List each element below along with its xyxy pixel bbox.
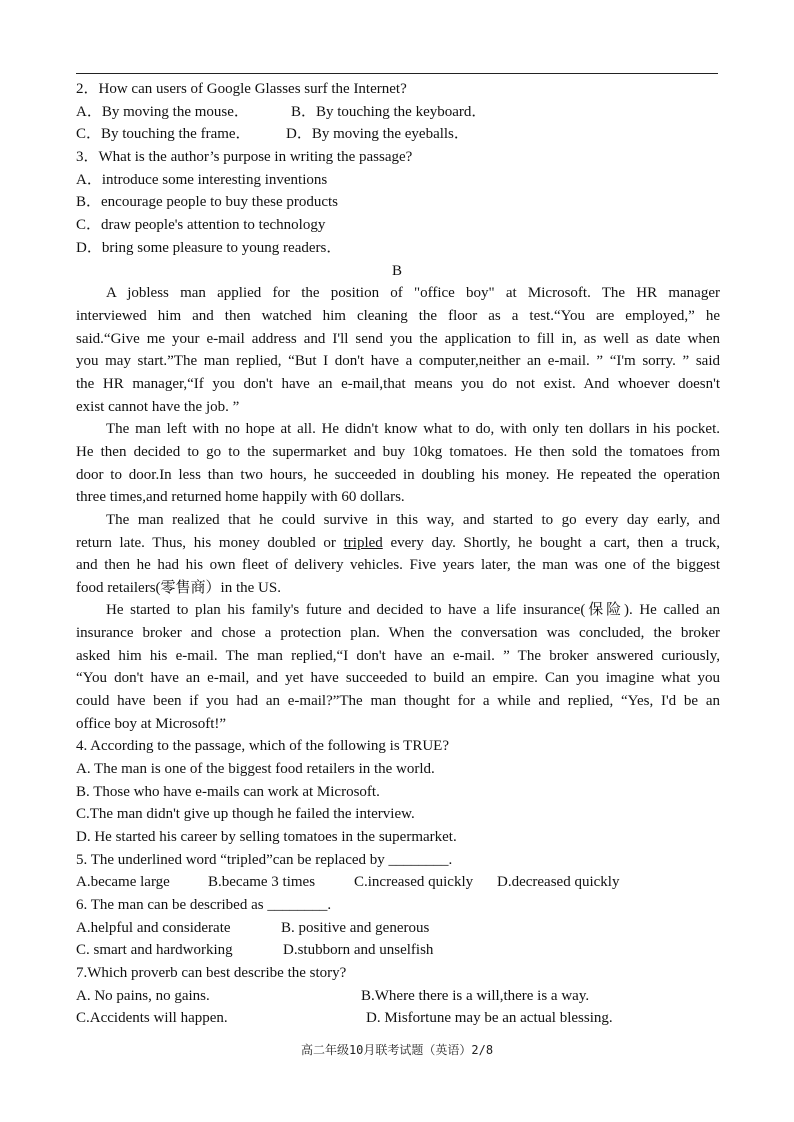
- passage-p2-line: The man left with no hope at all. He didn't know what to do, with only ten dollars in his pocket.: [106, 421, 720, 437]
- q7-option-d: D. Misfortune may be an actual blessing.: [366, 1010, 613, 1026]
- q6-option-a: A.helpful and considerate: [76, 920, 231, 936]
- underlined-word-tripled: tripled: [343, 535, 383, 551]
- section-heading: B: [391, 263, 402, 279]
- passage-p4-line: office boy at Microsoft!”: [76, 716, 227, 732]
- q5-option-c: C.increased quickly: [354, 874, 474, 890]
- q4-option-a: A. The man is one of the biggest food retailers in the world.: [76, 761, 435, 777]
- q7-option-a: A. No pains, no gains.: [76, 988, 210, 1004]
- q4-option-b: B. Those who have e-mails can work at Microsoft.: [76, 784, 380, 800]
- passage-p1-line: interviewed him and then watched him cleaning the floor as a test.“You are employed,” he: [76, 308, 720, 324]
- passage-p3-line: The man realized that he could survive in this way, and started to go every day early, and: [106, 512, 720, 528]
- q2-option-a: A．By moving the mouse．: [76, 104, 249, 120]
- passage-p3-line: [76, 534, 720, 552]
- q2-option-b: B．By touching the keyboard．: [291, 104, 487, 120]
- q7-option-b: B.Where there is a will,there is a way.: [361, 988, 590, 1004]
- question-5: 5. The underlined word “tripled”can be replaced by ________.: [76, 852, 453, 868]
- q2-option-c: C．By touching the frame．: [76, 126, 251, 142]
- passage-p4-line: could have been if you had an e-mail?”The man thought for a while and replied, “Yes, I'd be an: [76, 693, 720, 709]
- q3-option-c: C．draw people's attention to technology: [76, 217, 326, 233]
- passage-p4-line: “You don't have an e-mail, and yet have succeeded to build an empire. Can you imagine what you: [76, 670, 720, 686]
- passage-p2-line: He then decided to go to the supermarket and buy 10kg tomatoes. He then sold the tomatoes from: [76, 444, 720, 460]
- question-2: 2．How can users of Google Glasses surf the Internet?: [76, 81, 407, 97]
- q2-option-d: D．By moving the eyeballs．: [286, 126, 469, 142]
- page-footer: 高二年级10月联考试题（英语）2/8: [300, 1043, 494, 1057]
- passage-p4-line: asked him his e-mail. The man replied,“I don't have an e-mail. ” The broker answered curiously,: [76, 648, 720, 664]
- passage-p4-line: insurance broker and chose a protection plan. When the conversation was concluded, the broker: [76, 625, 720, 641]
- q5-option-a: A.became large: [76, 874, 170, 890]
- q3-option-a: A．introduce some interesting inventions: [76, 172, 328, 188]
- q3-option-d: D．bring some pleasure to young readers．: [76, 240, 342, 256]
- passage-p2-line: three times,and returned home happily with 60 dollars.: [76, 489, 405, 505]
- q6-option-c: C. smart and hardworking: [76, 942, 233, 958]
- question-3: 3．What is the author’s purpose in writing the passage?: [76, 149, 413, 165]
- q6-option-d: D.stubborn and unselfish: [283, 942, 434, 958]
- q4-option-c: C.The man didn't give up though he failed the interview.: [76, 806, 415, 822]
- question-6: 6. The man can be described as ________.: [76, 897, 332, 913]
- passage-p4-line: He started to plan his family's future and decided to have a life insurance(保险). He called an: [106, 602, 720, 618]
- passage-p1-line: said.“Give me your e-mail address and I'll send you the application to fill in, as well as date when: [76, 331, 720, 347]
- passage-p1-line: the HR manager,“If you don't have an e-mail,that means you do not exist. And whoever doesn't: [76, 376, 720, 392]
- p3-text-before: return late. Thus, his money doubled or: [76, 535, 336, 551]
- passage-p1-line: you may start.”The man replied, “But I don't have a computer,neither an e-mail. ” “I'm sorry. ” said: [76, 353, 720, 369]
- question-7: 7.Which proverb can best describe the story?: [76, 965, 347, 981]
- p3-text-after: every day. Shortly, he bought a cart, then a truck,: [390, 535, 721, 551]
- q3-option-b: B．encourage people to buy these products: [76, 194, 339, 210]
- q5-option-d: D.decreased quickly: [497, 874, 620, 890]
- q7-option-c: C.Accidents will happen.: [76, 1010, 228, 1026]
- passage-p2-line: door to door.In less than two hours, he succeeded in doubling his money. He repeated the operation: [76, 467, 720, 483]
- q6-option-b: B. positive and generous: [281, 920, 430, 936]
- passage-p3-line: food retailers(零售商）in the US.: [76, 580, 281, 596]
- passage-p1-line: exist cannot have the job. ”: [76, 399, 240, 415]
- question-4: 4. According to the passage, which of the following is TRUE?: [76, 738, 449, 754]
- q4-option-d: D. He started his career by selling tomatoes in the supermarket.: [76, 829, 457, 845]
- passage-p3-line: and then he had his own fleet of delivery vehicles. Five years later, the man was one of the biggest: [76, 557, 720, 573]
- q5-option-b: B.became 3 times: [208, 874, 316, 890]
- passage-p1-line: A jobless man applied for the position of "office boy" at Microsoft. The HR manager: [106, 285, 720, 301]
- header-rule: [76, 73, 718, 74]
